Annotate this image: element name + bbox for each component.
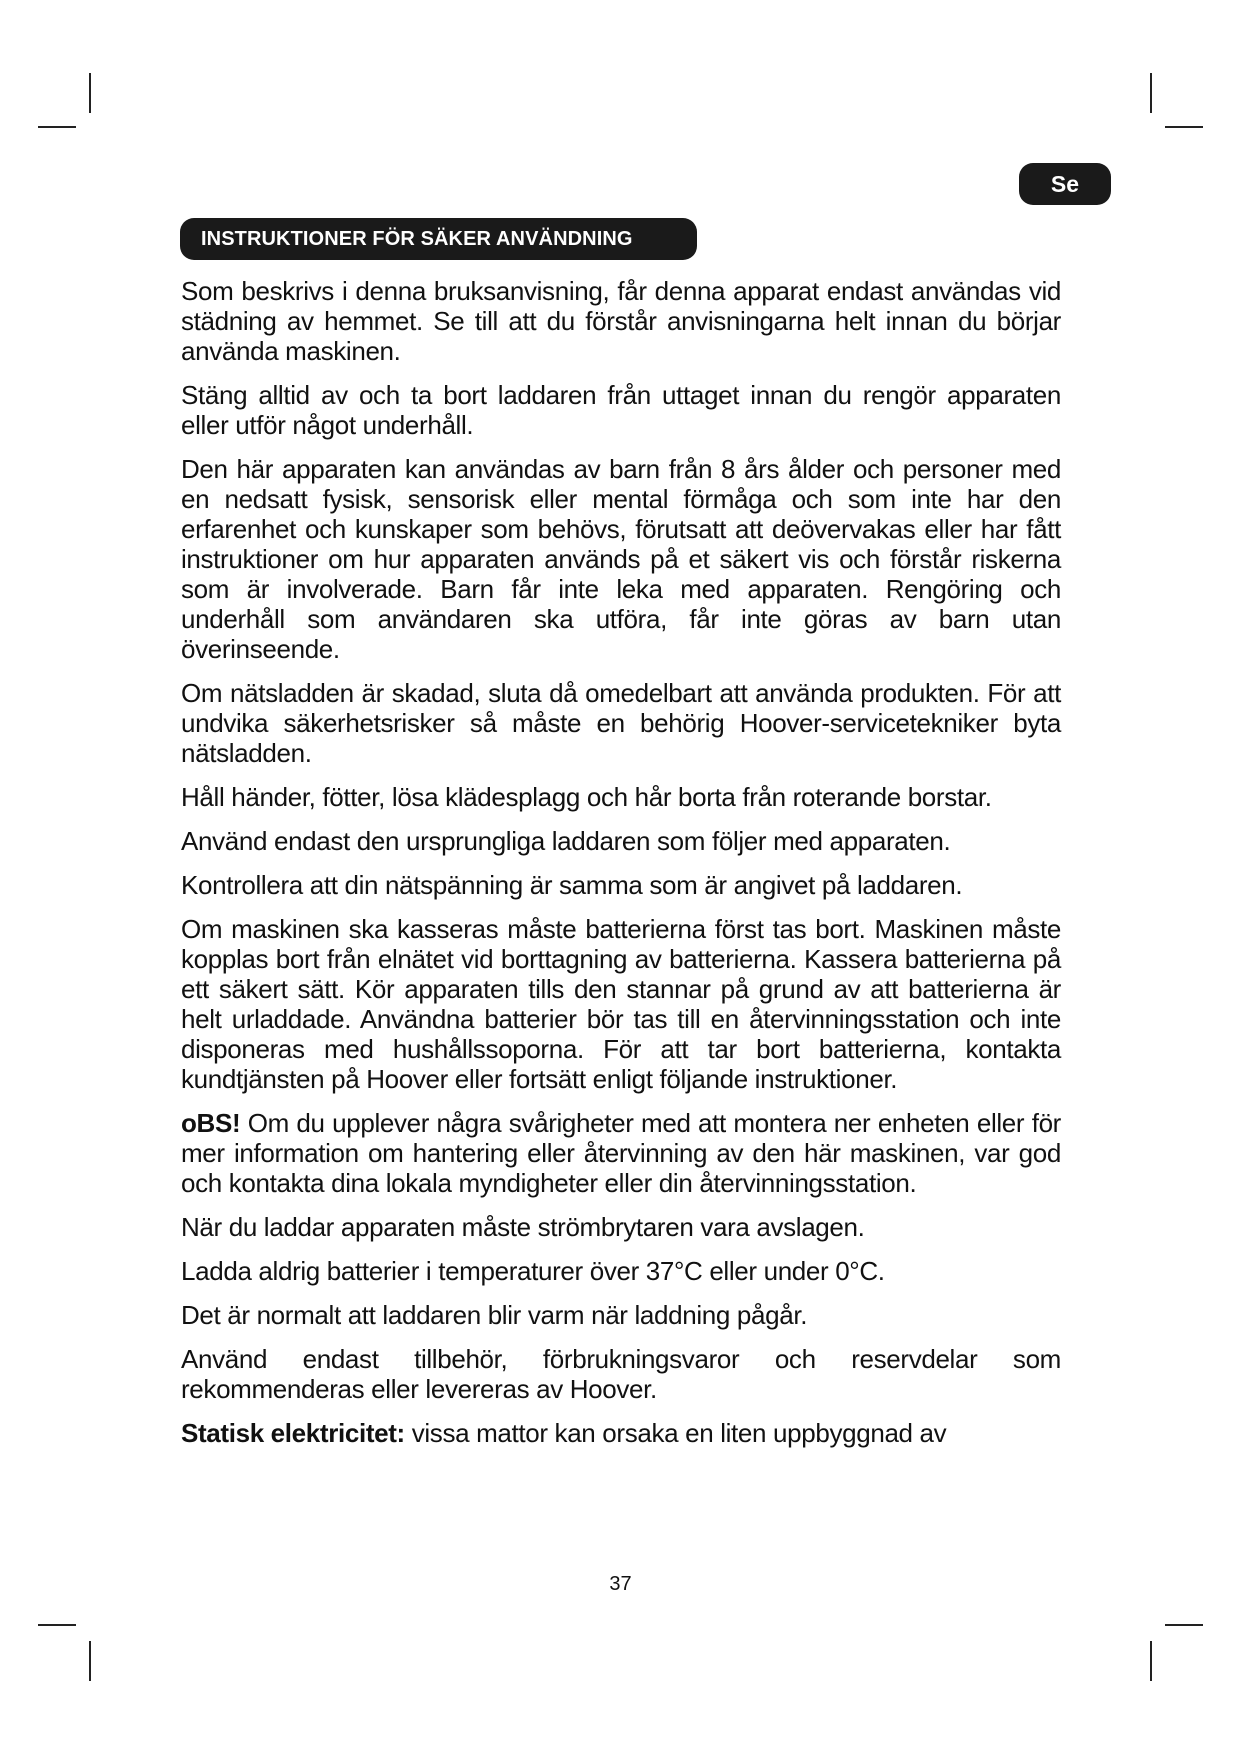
paragraph-switch-off-when-charging: När du laddar apparaten måste strömbrytaren vara avslagen. [181,1212,865,1242]
paragraph-unplug-before-cleaning: Stäng alltid av och ta bort laddaren från uttaget innan du rengör apparaten eller utför något underhåll. [181,380,1061,440]
note-label: oBS! [181,1108,241,1138]
paragraph-battery-disposal: Om maskinen ska kasseras måste batterierna först tas bort. Maskinen måste kopplas bort från elnätet vid borttagning av batterierna. Kassera batterierna på ett säkert sätt. Kör apparaten tills den stannar på grund av att batterierna är helt urladdade. Användna batterier bör tas till en återvinningsstation och inte disponeras med hushållssoporna. För att tar bort batterierna, kontakta kundtjänsten på Hoover eller fortsätt enligt följande instruktioner. [181,914,1061,1094]
crop-mark-top-right-v [1150,73,1152,113]
paragraph-intended-use: Som beskrivs i denna bruksanvisning, får denna apparat endast användas vid städning av hemmet. Se till att du förstår anvisningarna helt innan du börjar använda maskinen. [181,276,1061,366]
static-electricity-text: vissa mattor kan orsaka en liten uppbyggnad av [404,1418,947,1448]
crop-mark-bottom-right-h [1165,1624,1203,1626]
note-text: Om du upplever några svårigheter med att montera ner enheten eller för mer information om hantering eller återvinning av den här maskinen, var god och kontakta dina lokala myndigheter eller din återvinningsstation. [181,1108,1061,1198]
page-number: 37 [609,1573,632,1595]
language-tab: Se [1019,163,1111,205]
paragraph-damaged-cord: Om nätsladden är skadad, sluta då omedelbart att använda produkten. För att undvika säkerhetsrisker så måste en behörig Hoover-servicetekniker byta nätsladden. [181,678,1061,768]
static-electricity-label: Statisk elektricitet: [181,1418,405,1448]
paragraph-accessories: Använd endast tillbehör, förbrukningsvaror och reservdelar som rekommenderas eller levereras av Hoover. [181,1344,1061,1404]
section-title: INSTRUKTIONER FÖR SÄKER ANVÄNDNING [180,218,697,260]
crop-mark-bottom-left-v [89,1641,91,1681]
paragraph-check-voltage: Kontrollera att din nätspänning är samma som är angivet på laddaren. [181,870,963,900]
crop-mark-bottom-right-v [1150,1641,1152,1681]
paragraph-children-and-persons: Den här apparaten kan användas av barn från 8 års ålder och personer med en nedsatt fysisk, sensorisk eller mental förmåga och som inte har den erfarenhet och kunskaper som behövs, förutsatt att deövervakas eller har fått instruktioner om hur apparaten används på et säkert vis och förstår riskerna som är involverade. Barn får inte leka med apparaten. Rengöring och underhåll som användaren ska utföra, får inte göras av barn utan överinseende. [181,454,1061,664]
crop-mark-top-left-v [89,73,91,113]
crop-mark-top-left-h [38,126,76,128]
crop-mark-top-right-h [1165,126,1203,128]
paragraph-charging-temperature: Ladda aldrig batterier i temperaturer över 37°C eller under 0°C. [181,1256,885,1286]
paragraph-rotating-brushes: Håll händer, fötter, lösa klädesplagg och hår borta från roterande borstar. [181,782,992,812]
paragraph-original-charger: Använd endast den ursprungliga laddaren som följer med apparaten. [181,826,951,856]
paragraph-note [181,1108,1061,1198]
crop-mark-bottom-left-h [38,1624,76,1626]
safety-instructions-body [181,276,1061,1462]
paragraph-charger-warm: Det är normalt att laddaren blir varm när laddning pågår. [181,1300,808,1330]
paragraph-static-electricity [181,1418,1061,1448]
